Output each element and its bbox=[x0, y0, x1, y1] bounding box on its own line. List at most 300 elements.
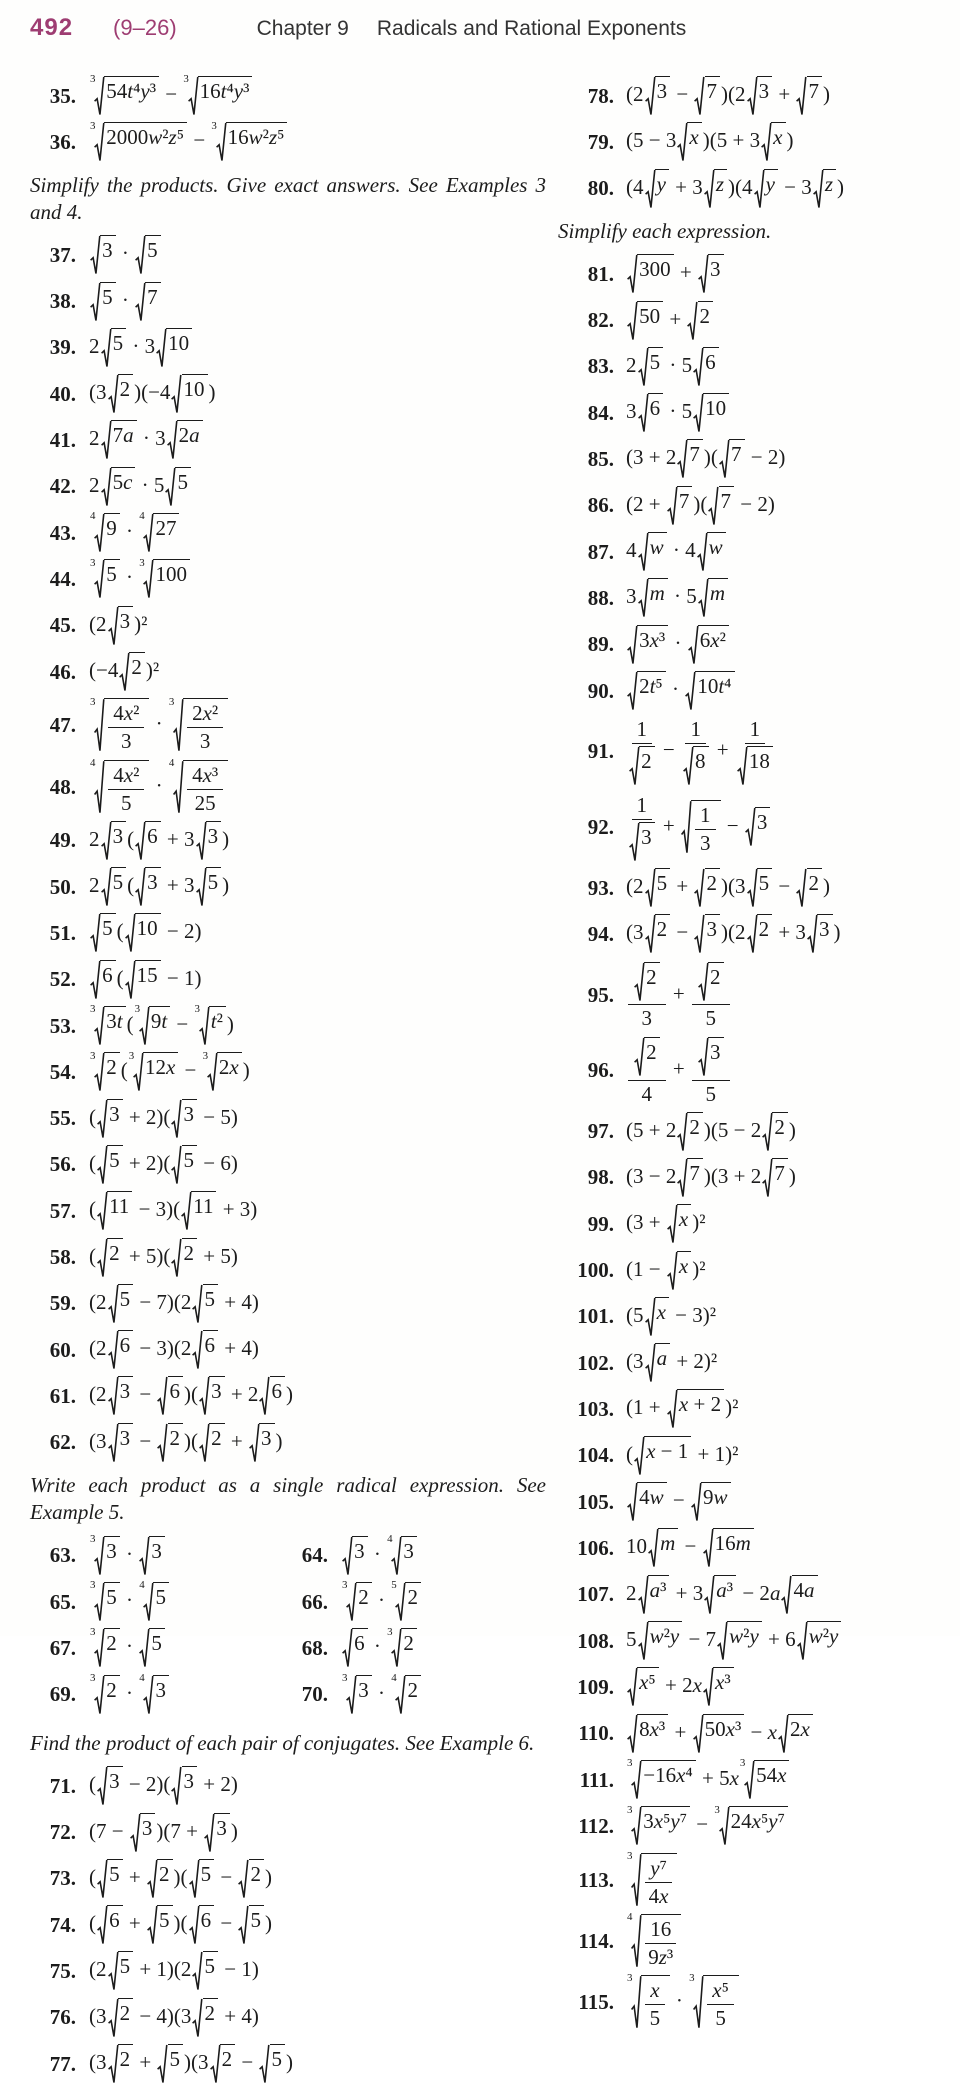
radical-sign: 3 bbox=[807, 914, 833, 954]
problem-row bbox=[30, 1625, 282, 1668]
fraction: $\frac{2}{3}$ bbox=[628, 961, 666, 1030]
radical-sign: 10 bbox=[171, 374, 207, 414]
radical-icon bbox=[94, 76, 104, 116]
radical-icon bbox=[207, 1052, 217, 1092]
problem-expression: 3 54t⁴y³ − 3 16t⁴y³ bbox=[89, 76, 253, 116]
radical-icon bbox=[199, 1423, 209, 1463]
problem-number: 88. bbox=[587, 585, 614, 610]
root-index: 3 bbox=[739, 1757, 746, 1770]
radical-sign: 5 bbox=[90, 913, 116, 953]
radical-sign: 2t⁵ bbox=[627, 671, 666, 711]
radical-icon bbox=[638, 1621, 648, 1661]
radical-icon bbox=[694, 914, 704, 954]
radical-icon bbox=[645, 1343, 655, 1383]
problem-row bbox=[30, 1099, 558, 1139]
radical-icon bbox=[97, 1859, 107, 1899]
section-instruction: Find the product of each pair of conjugates. See Example 6. bbox=[30, 1730, 535, 1755]
problem-number: 80. bbox=[587, 176, 614, 201]
fraction: $\frac{\text{4x²}}{5}$ bbox=[108, 763, 144, 815]
problem-expression: 3 2 ( 3 12x − 3 2x ) bbox=[89, 1052, 250, 1092]
radical-sign: 7 bbox=[796, 76, 822, 116]
radical-icon bbox=[97, 1238, 107, 1278]
problem-expression: 2 3 ( 6 + 3 3 ) bbox=[89, 821, 229, 861]
radical-icon bbox=[627, 1714, 637, 1754]
problem-row bbox=[30, 1813, 558, 1853]
radical-sign: 5 bbox=[90, 282, 116, 322]
radical-icon bbox=[94, 559, 104, 599]
radical-sign: 2 bbox=[694, 868, 720, 908]
problem-number: 91. bbox=[587, 739, 614, 764]
radical-sign: w²y bbox=[797, 1621, 842, 1661]
radical-icon bbox=[631, 1760, 641, 1800]
problem-number: 73. bbox=[49, 1866, 76, 1891]
radical-icon bbox=[634, 962, 644, 1002]
problem-row bbox=[282, 1533, 558, 1576]
problem-number: 60. bbox=[49, 1337, 76, 1362]
radical-icon bbox=[693, 393, 703, 433]
problem-row bbox=[558, 717, 952, 786]
problem-row bbox=[30, 1191, 558, 1231]
radical-sign: 3 bbox=[139, 1536, 165, 1576]
radical-sign: 4 9 bbox=[90, 513, 120, 553]
radical-icon bbox=[101, 420, 111, 460]
radical-sign: 3 bbox=[97, 1766, 123, 1806]
radical-sign: 2 bbox=[108, 2044, 134, 2084]
radical-sign: 3 bbox=[108, 1423, 134, 1463]
radical-sign bbox=[627, 1849, 677, 1908]
radical-icon bbox=[125, 960, 135, 1000]
radical-sign: 4w bbox=[627, 1482, 667, 1522]
problem-expression: (2 3 − 6 )( 3 + 2 6 ) bbox=[89, 1376, 293, 1416]
problem-expression: (3 2 + 5 )(3 2 − 5 ) bbox=[89, 2044, 293, 2084]
radical-sign: 2 bbox=[634, 1037, 660, 1077]
radical-icon bbox=[698, 1037, 708, 1077]
problem-expression: (2 5 + 1)(2 5 − 1) bbox=[89, 1951, 259, 1991]
problem-number: 50. bbox=[49, 874, 76, 899]
radical-sign: 3 54x bbox=[740, 1760, 790, 1800]
radical-sign: 10 bbox=[156, 328, 192, 368]
root-index: 4 bbox=[391, 1672, 397, 1684]
radical-icon bbox=[631, 1975, 641, 2030]
radical-icon bbox=[629, 822, 639, 862]
radical-sign: 3 bbox=[698, 1037, 724, 1077]
radical-icon bbox=[704, 169, 714, 209]
problem-row bbox=[282, 1579, 558, 1622]
radical-sign: 5 bbox=[196, 867, 222, 907]
fraction: $\frac{1}{2}$ bbox=[628, 717, 656, 786]
problem-expression: (2 5 + 2 )(3 5 − 2 ) bbox=[626, 868, 830, 908]
problem-row bbox=[30, 1905, 558, 1945]
fraction: $\frac{1}{8}$ bbox=[682, 717, 710, 786]
radical-icon bbox=[238, 1905, 248, 1945]
problem-number: 90. bbox=[587, 678, 614, 703]
problem-expression: 3 m · 5 m bbox=[626, 578, 729, 618]
radical-sign: 3 bbox=[199, 1376, 225, 1416]
chapter-title: Radicals and Rational Exponents bbox=[376, 17, 687, 40]
radical-icon bbox=[157, 1376, 167, 1416]
problem-expression: 2 5 ( 3 + 3 5 ) bbox=[89, 867, 229, 907]
problem-expression: $\frac{2}{3}$ + $\frac{2}{5}$ bbox=[626, 961, 732, 1030]
problem-number: 85. bbox=[587, 447, 614, 472]
radical-icon bbox=[196, 867, 206, 907]
problem-number: 103. bbox=[577, 1397, 614, 1422]
radical-sign: 5 bbox=[108, 1284, 134, 1324]
problem-number: 115. bbox=[578, 1989, 614, 2014]
exercise-columns bbox=[0, 42, 960, 2090]
radical-sign: 6 bbox=[97, 1905, 123, 1945]
problem-row bbox=[30, 695, 558, 754]
radical-sign: 7 bbox=[677, 1158, 703, 1198]
radical-sign: 16m bbox=[703, 1528, 754, 1568]
radical-sign: 2 bbox=[210, 2044, 236, 2084]
problem-number: 66. bbox=[301, 1589, 328, 1614]
problem-row bbox=[558, 347, 952, 387]
radical-sign: 2 bbox=[192, 1998, 218, 2038]
problem-expression: (−4 2 )² bbox=[89, 652, 159, 692]
problem-number: 108. bbox=[577, 1628, 614, 1653]
radical-sign: 5 bbox=[259, 2044, 285, 2084]
radical-icon bbox=[199, 1376, 209, 1416]
radical-icon bbox=[627, 625, 637, 665]
problem-expression: 3 2 · 5 bbox=[89, 1628, 166, 1668]
radical-icon bbox=[101, 467, 111, 507]
radical-sign: 2 bbox=[199, 1423, 225, 1463]
radical-icon bbox=[683, 746, 693, 786]
radical-sign: 5 2 bbox=[391, 1582, 421, 1622]
problem-number: 54. bbox=[49, 1059, 76, 1084]
problem-number: 86. bbox=[587, 493, 614, 518]
radical-icon bbox=[101, 821, 111, 861]
problem-row bbox=[30, 1423, 558, 1463]
problem-expression: (7 − 3 )(7 + 3 ) bbox=[89, 1813, 238, 1853]
radical-sign: 3 3 bbox=[90, 1536, 120, 1576]
radical-icon bbox=[698, 254, 708, 294]
radical-sign: 15 bbox=[125, 960, 161, 1000]
problem-number: 76. bbox=[49, 2005, 76, 2030]
radical-sign: 3 bbox=[90, 235, 116, 275]
radical-icon bbox=[135, 867, 145, 907]
problem-row bbox=[30, 282, 558, 322]
root-index: 3 bbox=[714, 1803, 720, 1816]
problem-number: 77. bbox=[49, 2051, 76, 2076]
root-index: 3 bbox=[90, 1003, 96, 1016]
radical-sign: 2x bbox=[778, 1714, 813, 1754]
radical-icon bbox=[94, 1675, 104, 1715]
radical-sign bbox=[689, 1972, 739, 2031]
radical-sign: 7a bbox=[101, 420, 137, 460]
problem-expression: 3 $\frac{\text{4x²}}{3}$ · 3 $\frac{\text{2x²}}{3}$ bbox=[89, 698, 229, 753]
radical-icon bbox=[688, 625, 698, 665]
radical-sign bbox=[168, 756, 228, 815]
problem-number: 44. bbox=[49, 566, 76, 591]
radical-icon bbox=[698, 962, 708, 1002]
radical-sign: m bbox=[648, 1528, 678, 1568]
problem-number: 58. bbox=[49, 1245, 76, 1270]
problem-row bbox=[30, 960, 558, 1000]
radical-icon bbox=[778, 1714, 788, 1754]
problem-expression: 3 2 · 5 2 bbox=[341, 1582, 422, 1622]
radical-icon bbox=[677, 1158, 687, 1198]
fraction: $\frac{2}{4}$ bbox=[628, 1036, 666, 1105]
radical-icon bbox=[157, 2044, 167, 2084]
radical-sign bbox=[627, 1972, 670, 2031]
radical-sign: 8 bbox=[683, 746, 709, 786]
radical-icon bbox=[703, 1667, 713, 1707]
problem-expression: 300 + 3 bbox=[626, 254, 725, 294]
radical-sign: 4 3 bbox=[387, 1536, 417, 1576]
problem-number: 99. bbox=[587, 1211, 614, 1236]
radical-icon bbox=[171, 1238, 181, 1278]
radical-icon bbox=[192, 1284, 202, 1324]
radical-icon bbox=[249, 1423, 259, 1463]
radical-icon bbox=[171, 1766, 181, 1806]
problem-row bbox=[558, 76, 952, 116]
problem-expression: 3 3x⁵y⁷ − 3 24x⁵y⁷ bbox=[626, 1806, 789, 1846]
fraction: $\frac{1}{18}$ bbox=[736, 717, 774, 786]
radical-icon bbox=[147, 1859, 157, 1899]
radical-sign: 2 bbox=[747, 914, 773, 954]
problem-expression: 6 ( 15 − 1) bbox=[89, 960, 202, 1000]
radical-icon bbox=[94, 698, 104, 753]
radical-icon bbox=[199, 1006, 209, 1046]
radical-sign: w²y bbox=[638, 1621, 683, 1661]
radical-icon bbox=[704, 1575, 714, 1615]
problem-expression: ( x − 1 + 1)² bbox=[626, 1436, 738, 1476]
problem-row bbox=[558, 1297, 952, 1337]
problem-row bbox=[558, 122, 952, 162]
radical-sign: 3 100 bbox=[139, 559, 190, 599]
radical-sign: 9w bbox=[691, 1482, 731, 1522]
radical-sign: 50x³ bbox=[693, 1714, 745, 1754]
problem-row bbox=[30, 1284, 558, 1324]
radical-icon bbox=[691, 1482, 701, 1522]
problem-expression: 3 3t ( 3 9t − 3 t² ) bbox=[89, 1006, 234, 1046]
radical-icon bbox=[90, 282, 100, 322]
root-index: 3 bbox=[90, 119, 96, 132]
problem-expression: (3 + 2 7 )( 7 − 2) bbox=[626, 439, 785, 479]
radical-icon bbox=[181, 1191, 191, 1231]
problem-expression: (2 3 − 7 )(2 3 + 7 ) bbox=[626, 76, 830, 116]
radical-sign: 3 bbox=[130, 1813, 156, 1853]
problem-number: 36. bbox=[49, 129, 76, 154]
radical-sign: 5 bbox=[638, 347, 664, 387]
radical-icon bbox=[101, 867, 111, 907]
radical-sign: 5 bbox=[645, 868, 671, 908]
root-index: 3 bbox=[627, 1757, 633, 1770]
root-index: 3 bbox=[202, 1049, 209, 1062]
radical-icon bbox=[171, 374, 181, 414]
problem-number: 65. bbox=[49, 1589, 76, 1614]
radical-icon bbox=[796, 868, 806, 908]
radical-sign: 3 3 bbox=[342, 1675, 372, 1715]
root-index: 3 bbox=[342, 1672, 348, 1684]
radical-sign: 3 bbox=[97, 1099, 123, 1139]
problem-expression: 2 5 · 5 6 bbox=[626, 347, 720, 387]
radical-icon bbox=[196, 821, 206, 861]
radical-icon bbox=[189, 1905, 199, 1945]
radical-sign: 3 bbox=[629, 822, 655, 862]
problem-number: 48. bbox=[49, 774, 76, 799]
radical-sign: 2 bbox=[629, 746, 655, 786]
radical-sign: z bbox=[813, 169, 836, 209]
radical-icon bbox=[693, 347, 703, 387]
problem-number: 56. bbox=[49, 1152, 76, 1177]
problem-row bbox=[558, 1036, 952, 1105]
problem-row bbox=[558, 254, 952, 294]
radical-icon bbox=[717, 1621, 727, 1661]
radical-icon bbox=[708, 486, 718, 526]
radical-sign: 10 bbox=[693, 393, 729, 433]
problem-expression: ( 11 − 3)( 11 + 3) bbox=[89, 1191, 257, 1231]
problem-row bbox=[30, 510, 558, 553]
radical-icon bbox=[762, 1158, 772, 1198]
fraction: $\frac{\text{2x²}}{3}$ bbox=[187, 701, 223, 753]
problem-number: 46. bbox=[49, 659, 76, 684]
radical-sign: 5 bbox=[101, 867, 127, 907]
problem-row bbox=[558, 1972, 952, 2031]
radical-icon bbox=[189, 1859, 199, 1899]
problem-row bbox=[558, 486, 952, 526]
radical-sign: m bbox=[638, 578, 668, 618]
problem-row bbox=[558, 1714, 952, 1754]
radical-sign: 5 bbox=[171, 1145, 197, 1185]
problem-row bbox=[30, 1376, 558, 1416]
problem-number: 111. bbox=[579, 1767, 614, 1792]
radical-icon bbox=[259, 2044, 269, 2084]
radical-sign: 3 2 bbox=[90, 1675, 120, 1715]
radical-sign: 4 5 bbox=[139, 1582, 169, 1622]
radical-sign: 3 bbox=[108, 1376, 134, 1416]
problem-expression: (5 + 2 2 )(5 − 2 2 ) bbox=[626, 1112, 796, 1152]
radical-icon bbox=[797, 1621, 807, 1661]
radical-icon bbox=[781, 1575, 791, 1615]
radical-icon bbox=[171, 1099, 181, 1139]
radical-sign: 4a bbox=[781, 1575, 817, 1615]
radical-icon bbox=[667, 1204, 677, 1244]
problem-number: 104. bbox=[577, 1443, 614, 1468]
radical-icon bbox=[171, 1145, 181, 1185]
radical-sign: 2 bbox=[108, 1998, 134, 2038]
problem-row bbox=[558, 793, 952, 862]
problem-number: 114. bbox=[578, 1928, 614, 1953]
problem-number: 62. bbox=[49, 1430, 76, 1455]
page-range: (9–26) bbox=[113, 15, 177, 40]
problem-row bbox=[558, 1436, 952, 1476]
radical-sign: 5 bbox=[747, 868, 773, 908]
radical-sign: z bbox=[704, 169, 727, 209]
radical-icon bbox=[634, 1436, 644, 1476]
problem-number: 70. bbox=[301, 1682, 328, 1707]
problem-number: 83. bbox=[587, 354, 614, 379]
problem-row bbox=[558, 1667, 952, 1707]
radical-sign: x bbox=[645, 1297, 669, 1337]
radical-icon bbox=[645, 868, 655, 908]
radical-icon bbox=[133, 1052, 143, 1092]
radical-icon bbox=[108, 1423, 118, 1463]
radical-icon bbox=[342, 1628, 352, 1668]
problem-expression: 3 2 · 4 3 bbox=[89, 1675, 170, 1715]
problem-expression: (3 a + 2)² bbox=[626, 1343, 717, 1383]
root-index: 3 bbox=[342, 1579, 348, 1592]
radical-icon bbox=[173, 760, 183, 815]
problem-number: 105. bbox=[577, 1489, 614, 1514]
radical-icon bbox=[667, 1389, 677, 1429]
problem-row bbox=[558, 1911, 952, 1969]
problem-number: 95. bbox=[587, 982, 614, 1007]
problem-row bbox=[558, 578, 952, 618]
problem-expression: (3 2 )(−4 10 ) bbox=[89, 374, 216, 414]
radical-icon bbox=[645, 76, 655, 116]
fraction: $\frac{16}{\text{9z³}}$ bbox=[645, 1917, 676, 1969]
radical-sign: 5c bbox=[101, 467, 136, 507]
problem-expression: 3 2000w²z⁵ − 3 16w²z⁵ bbox=[89, 122, 288, 162]
problem-number: 81. bbox=[587, 261, 614, 286]
radical-icon bbox=[94, 1628, 104, 1668]
problem-number: 35. bbox=[49, 83, 76, 108]
problem-expression: 2t⁵ · 10t⁴ bbox=[626, 671, 736, 711]
problem-row bbox=[30, 467, 558, 507]
problem-expression: (3 − 2 7 )(3 + 2 7 ) bbox=[626, 1158, 796, 1198]
radical-sign: w bbox=[638, 532, 667, 572]
problem-expression: (3 2 − 4)(3 2 + 4) bbox=[89, 1998, 259, 2038]
problem-expression: 2 5c · 5 5 bbox=[89, 467, 192, 507]
problem-row bbox=[558, 914, 952, 954]
radical-sign: 5 bbox=[147, 1905, 173, 1945]
radical-sign: 2 bbox=[645, 914, 671, 954]
radical-sign bbox=[168, 695, 228, 754]
radical-sign: 5 bbox=[97, 1859, 123, 1899]
radical-icon bbox=[747, 868, 757, 908]
radical-icon bbox=[167, 420, 177, 460]
radical-sign: 3x³ bbox=[627, 625, 668, 665]
left-column bbox=[30, 73, 558, 2090]
problem-row bbox=[30, 328, 558, 368]
problem-number: 69. bbox=[49, 1682, 76, 1707]
problem-number: 49. bbox=[49, 828, 76, 853]
radical-sign: 3 bbox=[645, 76, 671, 116]
problem-number: 96. bbox=[587, 1058, 614, 1083]
radical-icon bbox=[667, 1251, 677, 1291]
radical-sign: 2 bbox=[147, 1859, 173, 1899]
problem-expression: 2 7a · 3 2a bbox=[89, 420, 204, 460]
radical-sign: 3 2 bbox=[342, 1582, 372, 1622]
radical-icon bbox=[94, 760, 104, 815]
radical-sign: 2 bbox=[97, 1238, 123, 1278]
problem-row bbox=[30, 1579, 282, 1622]
problem-expression: 3x³ · 6x² bbox=[626, 625, 730, 665]
problem-row bbox=[558, 868, 952, 908]
problem-number: 43. bbox=[49, 520, 76, 545]
problem-number: 39. bbox=[49, 335, 76, 360]
problem-number: 40. bbox=[49, 381, 76, 406]
problem-row bbox=[30, 652, 558, 692]
radical-icon bbox=[156, 328, 166, 368]
problem-expression bbox=[626, 1849, 678, 1908]
radical-sign: 6x² bbox=[688, 625, 729, 665]
root-index: 4 bbox=[168, 756, 175, 769]
radical-icon bbox=[94, 513, 104, 553]
radical-sign: 11 bbox=[97, 1191, 132, 1231]
problem-number: 98. bbox=[587, 1165, 614, 1190]
radical-sign: 6 bbox=[638, 393, 664, 433]
radical-icon bbox=[648, 1528, 658, 1568]
problem-row bbox=[558, 1849, 952, 1908]
problem-row bbox=[30, 2044, 558, 2084]
problem-expression: 5 w²y − 7 w²y + 6 w²y bbox=[626, 1621, 842, 1661]
problem-expression: 3 $\frac{x}{5}$ · 3 $\frac{\text{x⁵}}{5}$ bbox=[626, 1975, 740, 2030]
radical-icon bbox=[631, 1853, 641, 1908]
problem-row bbox=[30, 1330, 558, 1370]
